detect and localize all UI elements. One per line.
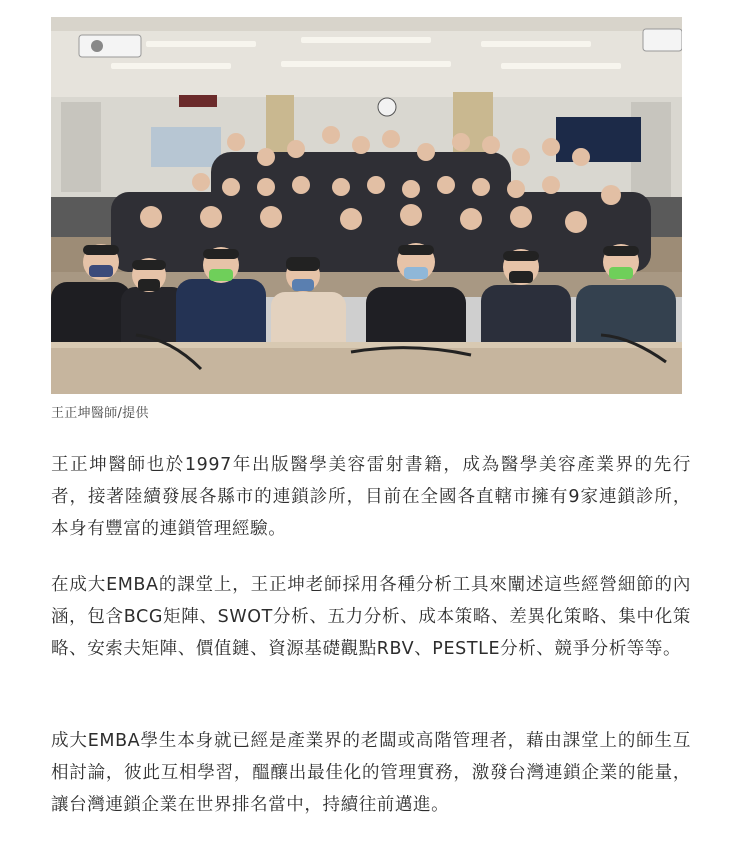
paragraph-2: 在成大EMBA的課堂上，王正坤老師採用各種分析工具來闡述這些經營細節的內涵，包含BCG矩陣、SWOT分析、五力分析、成本策略、差異化策略、集中化策略、安索夫矩陣、價值鏈、資源基礎觀點RBV、PESTLE分析、競爭分析等等。 <box>51 575 691 659</box>
paragraph-1: 王正坤醫師也於1997年出版醫學美容雷射書籍，成為醫學美容產業界的先行者，接著陸續發展各縣市的連鎖診所，目前在全國各直轄市擁有9家連鎖診所，本身有豐富的連鎖管理經驗。 <box>51 455 691 539</box>
classroom-group-photo <box>51 17 682 394</box>
paragraph-3: 成大EMBA學生本身就已經是產業界的老闆或高階管理者，藉由課堂上的師生互相討論，彼此互相學習，醞釀出最佳化的管理實務，激發台灣連鎖企業的能量，讓台灣連鎖企業在世界排名當中，持續往前邁進。 <box>51 731 691 815</box>
photo-caption: 王正坤醫師/提供 <box>51 406 149 421</box>
